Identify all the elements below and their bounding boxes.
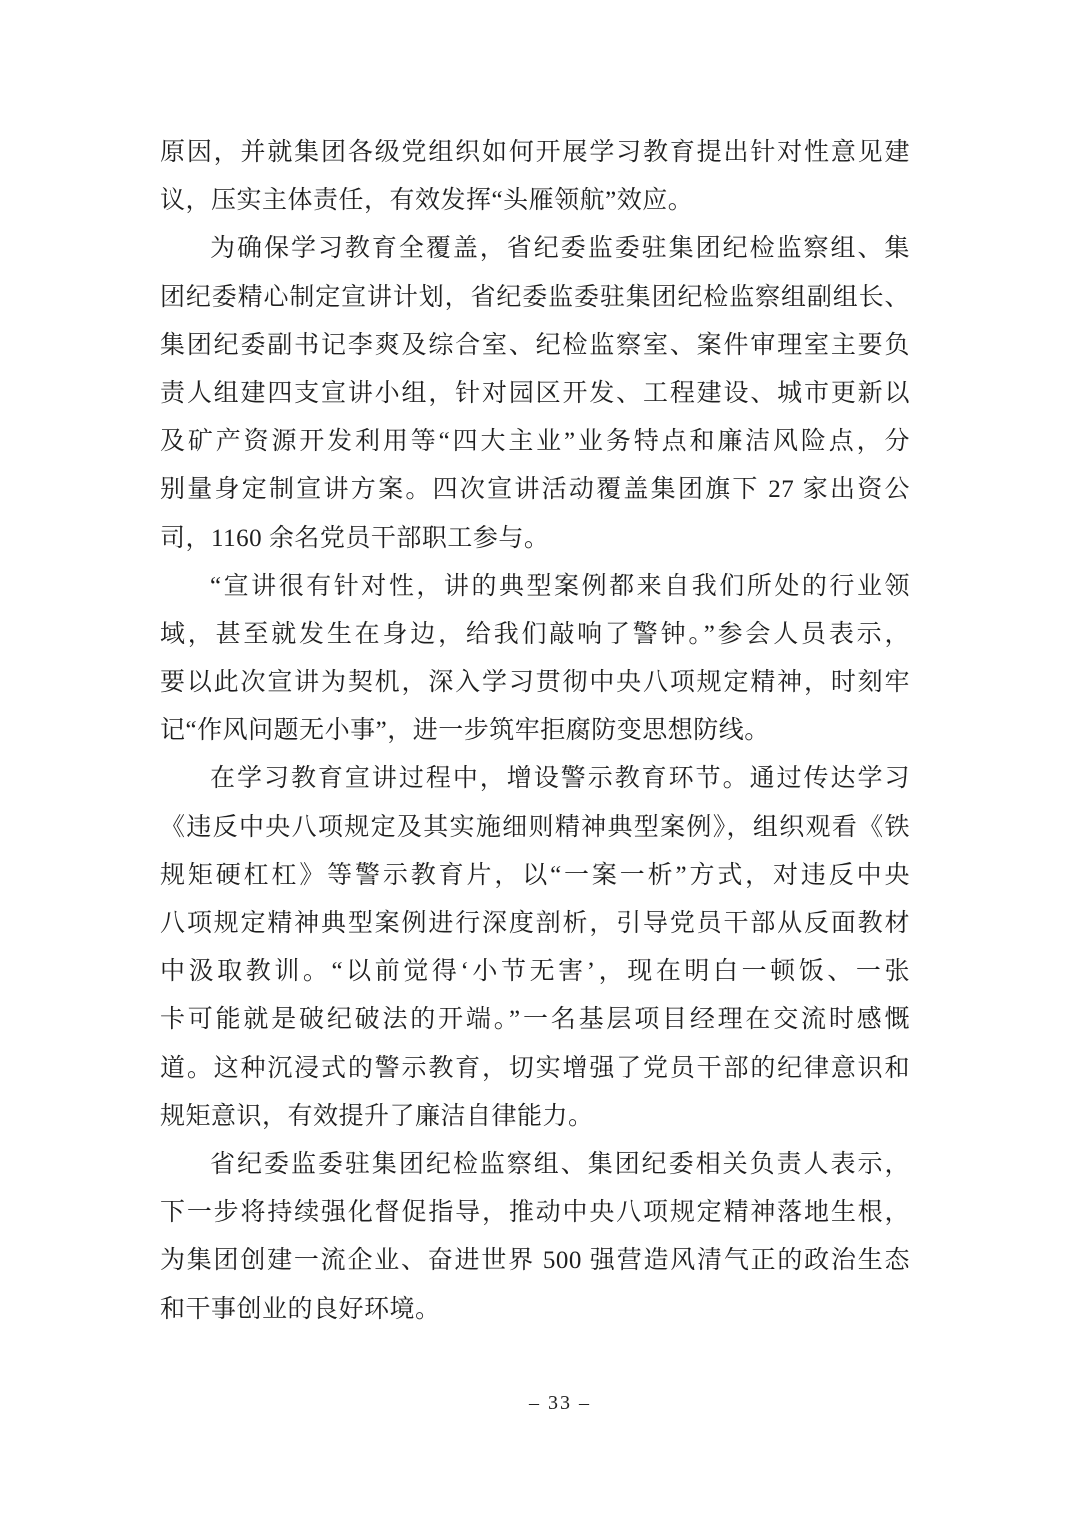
text-line: 为确保学习教育全覆盖，省纪委监委驻集团纪检监察组、集 [210, 235, 910, 263]
text-line: 记“作风问题无小事”，进一步筑牢拒腐防变思想防线。 [160, 717, 770, 745]
text-line: 下一步将持续强化督促指导，推动中央八项规定精神落地生根， [160, 1199, 910, 1227]
text-line: 为集团创建一流企业、奋进世界 500 强营造风清气正的政治生态 [160, 1247, 910, 1275]
document-body [160, 129, 910, 1334]
text-line: 别量身定制宣讲方案。四次宣讲活动覆盖集团旗下 27 家出资公 [160, 476, 910, 504]
text-line: 中汲取教训。“以前觉得‘小节无害’，现在明白一顿饭、一张 [160, 958, 910, 986]
text-line: 卡可能就是破纪破法的开端。”一名基层项目经理在交流时感慨 [160, 1006, 910, 1034]
text-line: 议，压实主体责任，有效发挥“头雁领航”效应。 [160, 187, 694, 215]
text-line: 《违反中央八项规定及其实施细则精神典型案例》，组织观看《铁 [160, 813, 910, 841]
text-line: 团纪委精心制定宣讲计划，省纪委监委驻集团纪检监察组副组长、 [160, 283, 910, 311]
text-line: 及矿产资源开发利用等“四大主业”业务特点和廉洁风险点，分 [160, 428, 910, 456]
text-line: 规矩意识，有效提升了廉洁自律能力。 [160, 1102, 594, 1130]
text-line: 责人组建四支宣讲小组，针对园区开发、工程建设、城市更新以 [160, 379, 910, 407]
text-line: 域，甚至就发生在身边，给我们敲响了警钟。”参会人员表示， [160, 620, 910, 648]
text-line: 原因，并就集团各级党组织如何开展学习教育提出针对性意见建 [160, 139, 910, 166]
text-line: 集团纪委副书记李爽及综合室、纪检监察室、案件审理室主要负 [160, 331, 910, 359]
text-line: 规矩硬杠杠》等警示教育片，以“一案一析”方式，对违反中央 [160, 861, 910, 889]
text-line: 和干事创业的良好环境。 [160, 1295, 441, 1323]
text-line: 在学习教育宣讲过程中，增设警示教育环节。通过传达学习 [210, 765, 910, 793]
page-number: – 33 – [529, 1392, 591, 1414]
text-line: 司，1160 余名党员干部职工参与。 [160, 524, 550, 552]
text-line: “宣讲很有针对性，讲的典型案例都来自我们所处的行业领 [210, 572, 910, 600]
text-line: 道。这种沉浸式的警示教育，切实增强了党员干部的纪律意识和 [160, 1054, 910, 1082]
text-line: 八项规定精神典型案例进行深度剖析，引导党员干部从反面教材 [160, 910, 910, 937]
text-line: 省纪委监委驻集团纪检监察组、集团纪委相关负责人表示， [210, 1150, 910, 1178]
text-line: 要以此次宣讲为契机，深入学习贯彻中央八项规定精神，时刻牢 [160, 669, 910, 697]
